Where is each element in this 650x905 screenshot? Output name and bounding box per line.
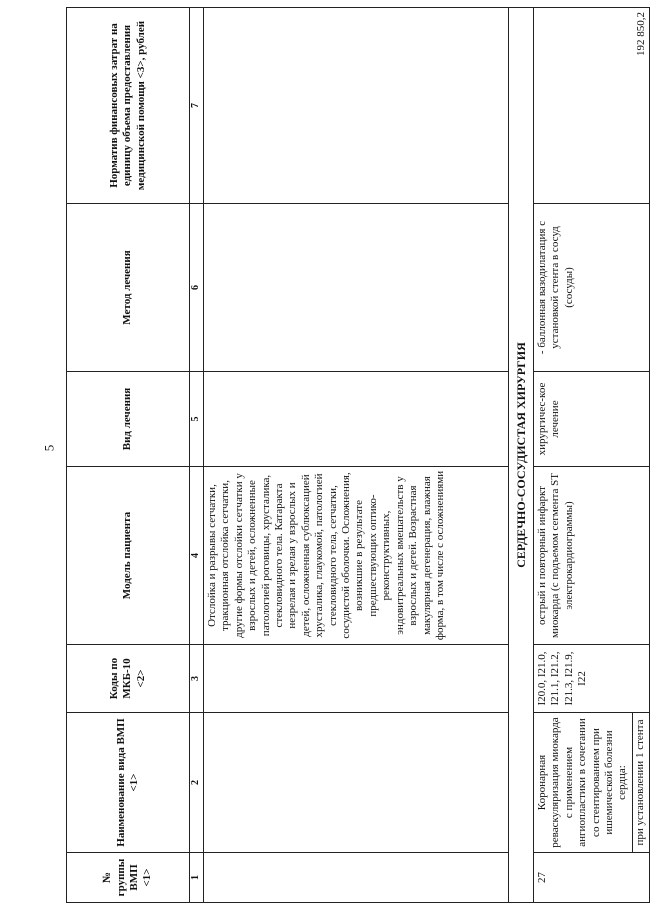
column-number: 1 bbox=[190, 853, 204, 903]
cell-empty bbox=[204, 8, 509, 204]
vmp-table-rotated bbox=[66, 8, 647, 903]
header-treatment-type: Вид лечения bbox=[67, 372, 190, 467]
cell-empty bbox=[204, 204, 509, 372]
column-number: 5 bbox=[190, 372, 204, 467]
table-row-continuation bbox=[204, 8, 509, 903]
cell-patient-model: Отслойка и разрывы сетчатки, тракционная отслойка сетчатки, другие формы отслойки сетчатки у взрослых и детей, осложненные патологией роговицы, хрусталика, стекловидного тела. Катаракта незрелая и зрелая у взрослых и детей, осложненная сублюксацией хрусталика, глаукомой, патологией стекловидного тела, сетчатки, сосудистой оболочки. Осложнения, возникшие в результате предшествующих оптико-реконструктивных, эндовитреальных вмешательств у взрослых и детей. Возрастная макулярная дегенерация, влажная форма, в том числе с осложнениями bbox=[204, 467, 509, 645]
header-treatment-method: Метод лечения bbox=[67, 204, 190, 372]
cell-cost-norm: 192 850,2 bbox=[534, 8, 650, 204]
section-title: СЕРДЕЧНО-СОСУДИСТАЯ ХИРУРГИЯ bbox=[509, 8, 534, 903]
column-number: 7 bbox=[190, 8, 204, 204]
section-row bbox=[509, 8, 534, 903]
cell-empty bbox=[204, 853, 509, 903]
cell-vmp-name bbox=[534, 713, 650, 853]
header-row bbox=[67, 8, 190, 903]
table-row bbox=[534, 8, 650, 903]
cell-treatment-type: хирургичес-кое лечение bbox=[534, 372, 650, 467]
cell-empty bbox=[204, 713, 509, 853]
header-icd-codes: Коды по МКБ-10 <2> bbox=[67, 645, 190, 713]
page-number: 5 bbox=[41, 444, 57, 452]
cell-patient-model: острый и повторный инфаркт миокарда (с подъемом сегмента ST электрокардиограммы) bbox=[534, 467, 650, 645]
column-number-row bbox=[190, 8, 204, 903]
cell-treatment-method: - баллонная вазодилатация с установкой стента в сосуд (сосуды) bbox=[534, 204, 650, 372]
header-cost-norm: Норматив финансовых затрат на единицу объема предоставления медицинской помощи <3>, рублей bbox=[67, 8, 190, 204]
column-number: 2 bbox=[190, 713, 204, 853]
cell-group-number: 27 bbox=[534, 853, 650, 903]
header-vmp-name: Наименование вида ВМП <1> bbox=[67, 713, 190, 853]
cell-empty bbox=[204, 645, 509, 713]
vmp-table bbox=[66, 7, 650, 903]
column-number: 4 bbox=[190, 467, 204, 645]
header-patient-model: Модель пациента bbox=[67, 467, 190, 645]
column-number: 6 bbox=[190, 204, 204, 372]
cell-icd-codes: I20.0, I21.0, I21.1, I21.2, I21.3, I21.9, I22 bbox=[534, 645, 650, 713]
vmp-name-text: Коронарная реваскуляризация миокарда с применением ангиопластики в сочетании со стентированием при ишемической болезни сердца: bbox=[536, 717, 629, 848]
vmp-subtype-text: при установлении 1 стента bbox=[632, 713, 647, 852]
column-number: 3 bbox=[190, 645, 204, 713]
cell-empty bbox=[204, 372, 509, 467]
header-group-number: № группы ВМП <1> bbox=[67, 853, 190, 903]
